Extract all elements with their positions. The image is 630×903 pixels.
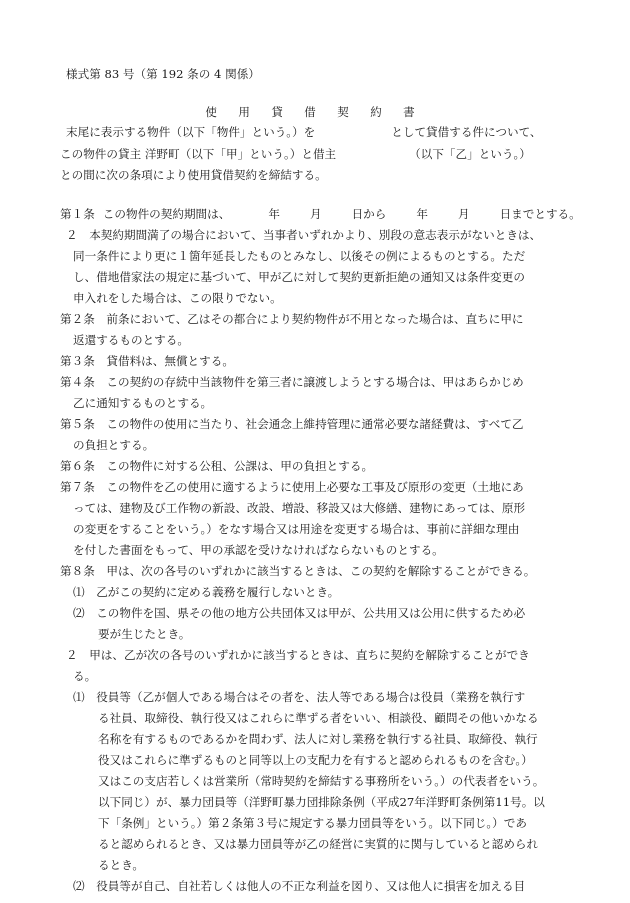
article-text: この物件の契約期間は、 bbox=[102, 207, 231, 221]
preamble-text: として貸借する件について、 bbox=[391, 125, 542, 139]
article-7: を付した書面をもって、甲の承認を受けなければならないものとする。 bbox=[73, 543, 444, 557]
article-8: 第８条 甲は、次の各号のいずれかに該当するときは、この契約を解除することができる。 bbox=[60, 564, 536, 578]
article-6: 第６条 この物件に対する公租、公課は、甲の負担とする。 bbox=[60, 459, 374, 473]
form-number: 様式第 83 号（第 192 条の 4 関係） bbox=[66, 67, 260, 81]
article-4: 第４条 この契約の存続中当該物件を第三者に譲渡しようとする場合は、甲はあらかじめ bbox=[60, 375, 524, 389]
day-label: 日から bbox=[351, 207, 387, 221]
article-8-para-2-item-2: ⑵ 役員等が自己、自社若しくは他人の不正な利益を図り、又は他人に損害を加える目 bbox=[73, 879, 526, 893]
article-8-para-2-item-1: る社員、取締役、執行役又はこれらに準ずる者をいい、相談役、顧問その他いかなる bbox=[98, 711, 539, 725]
article-1-para-2: し、借地借家法の規定に基づいて、甲が乙に対して契約更新拒絶の通知又は条件変更の bbox=[73, 270, 525, 284]
article-8-para-2-item-1: 名称を有するものであるかを問わず、法人に対し業務を執行する社員、取締役、執行 bbox=[98, 732, 538, 746]
article-1 bbox=[60, 203, 581, 226]
article-8-para-2-item-1: るとき。 bbox=[98, 858, 144, 872]
article-8-para-2-item-1: 下「条例」という。）第２条第３号に規定する暴力団員等をいう。以下同じ。）であ bbox=[98, 816, 527, 830]
article-8-item: 要が生じたとき。 bbox=[98, 627, 191, 641]
article-1-para-2: 申入れをした場合は、この限りでない。 bbox=[73, 291, 282, 305]
article-5: の負担とする。 bbox=[73, 438, 155, 452]
preamble-text: この物件の貸主 洋野町（以下「甲」という。）と借主 bbox=[60, 147, 337, 161]
article-8-para-2-item-1: ⑴ 役員等（乙が個人である場合はその者を、法人等である場合は役員（業務を執行す bbox=[73, 690, 526, 704]
article-8-item: ⑴ 乙がこの契約に定める義務を履行しないとき。 bbox=[73, 585, 340, 599]
preamble-text: （以下「乙」という。） bbox=[409, 147, 531, 161]
preamble-line-1 bbox=[66, 121, 542, 144]
article-8-para-2-item-1: ると認められるとき、又は暴力団員等が乙の経営に実質的に関与していると認められ bbox=[98, 837, 539, 851]
article-2: 返還するものとする。 bbox=[73, 333, 189, 347]
month-label: 月 bbox=[457, 207, 470, 221]
preamble-line-2 bbox=[60, 143, 531, 166]
article-8-item: ⑵ この物件を国、県その他の地方公共団体又は甲が、公共用又は公用に供するため必 bbox=[73, 606, 526, 620]
article-2: 第２条 前条において、乙はその都合により契約物件が不用となった場合は、直ちに甲に bbox=[60, 312, 524, 326]
article-4: 乙に通知するものとする。 bbox=[73, 396, 213, 410]
article-8-para-2-item-1: 又はこの支店若しくは営業所（常時契約を締結する事務所をいう。）の代表者をいう。 bbox=[98, 774, 545, 788]
article-1-para-2: 同一条件により更に１箇年延長したものとみなし、以後その例によるものとする。ただ bbox=[73, 249, 526, 263]
article-7: の変更をすることをいう。）をなす場合又は用途を変更する場合は、事前に詳細な理由 bbox=[73, 522, 520, 536]
article-1-para-2: ２ 本契約期間満了の場合において、当事者いずれかより、別段の意志表示がないときは、 bbox=[66, 228, 542, 242]
day-label: 日までとする。 bbox=[499, 207, 581, 221]
article-label: 第１条 bbox=[60, 207, 95, 221]
article-8-para-2-item-1: 役又はこれらに準ずるものと同等以上の支配力を有すると認められるものを含む。） bbox=[98, 753, 533, 767]
document-title: 使 用 貸 借 契 約 書 bbox=[205, 105, 424, 119]
article-8-para-2: ２ 甲は、乙が次の各号のいずれかに該当するときは、直ちに契約を解除することができ bbox=[66, 648, 530, 662]
preamble-text: 末尾に表示する物件（以下「物件」という。）を bbox=[66, 125, 316, 139]
year-label: 年 bbox=[268, 207, 280, 221]
article-3: 第３条 貸借料は、無償とする。 bbox=[60, 354, 234, 368]
article-5: 第５条 この物件の使用に当たり、社会通念上維持管理に通常必要な諸経費は、すべて乙 bbox=[60, 417, 524, 431]
article-7: っては、建物及び工作物の新設、改設、増設、移設又は大修繕、建物にあっては、原形 bbox=[73, 501, 526, 515]
preamble-line-3: との間に次の条項により使用貸借契約を締結する。 bbox=[60, 168, 327, 182]
year-label: 年 bbox=[416, 207, 428, 221]
article-8-para-2-item-1: 以下同じ）が、暴力団員等（洋野町暴力団排除条例（平成27年洋野町条例第11号。以 bbox=[98, 795, 545, 809]
article-8-para-2: る。 bbox=[73, 669, 97, 683]
month-label: 月 bbox=[309, 207, 322, 221]
article-7: 第７条 この物件を乙の使用に適するように使用上必要な工事及び原形の変更（土地にあ bbox=[60, 480, 524, 494]
